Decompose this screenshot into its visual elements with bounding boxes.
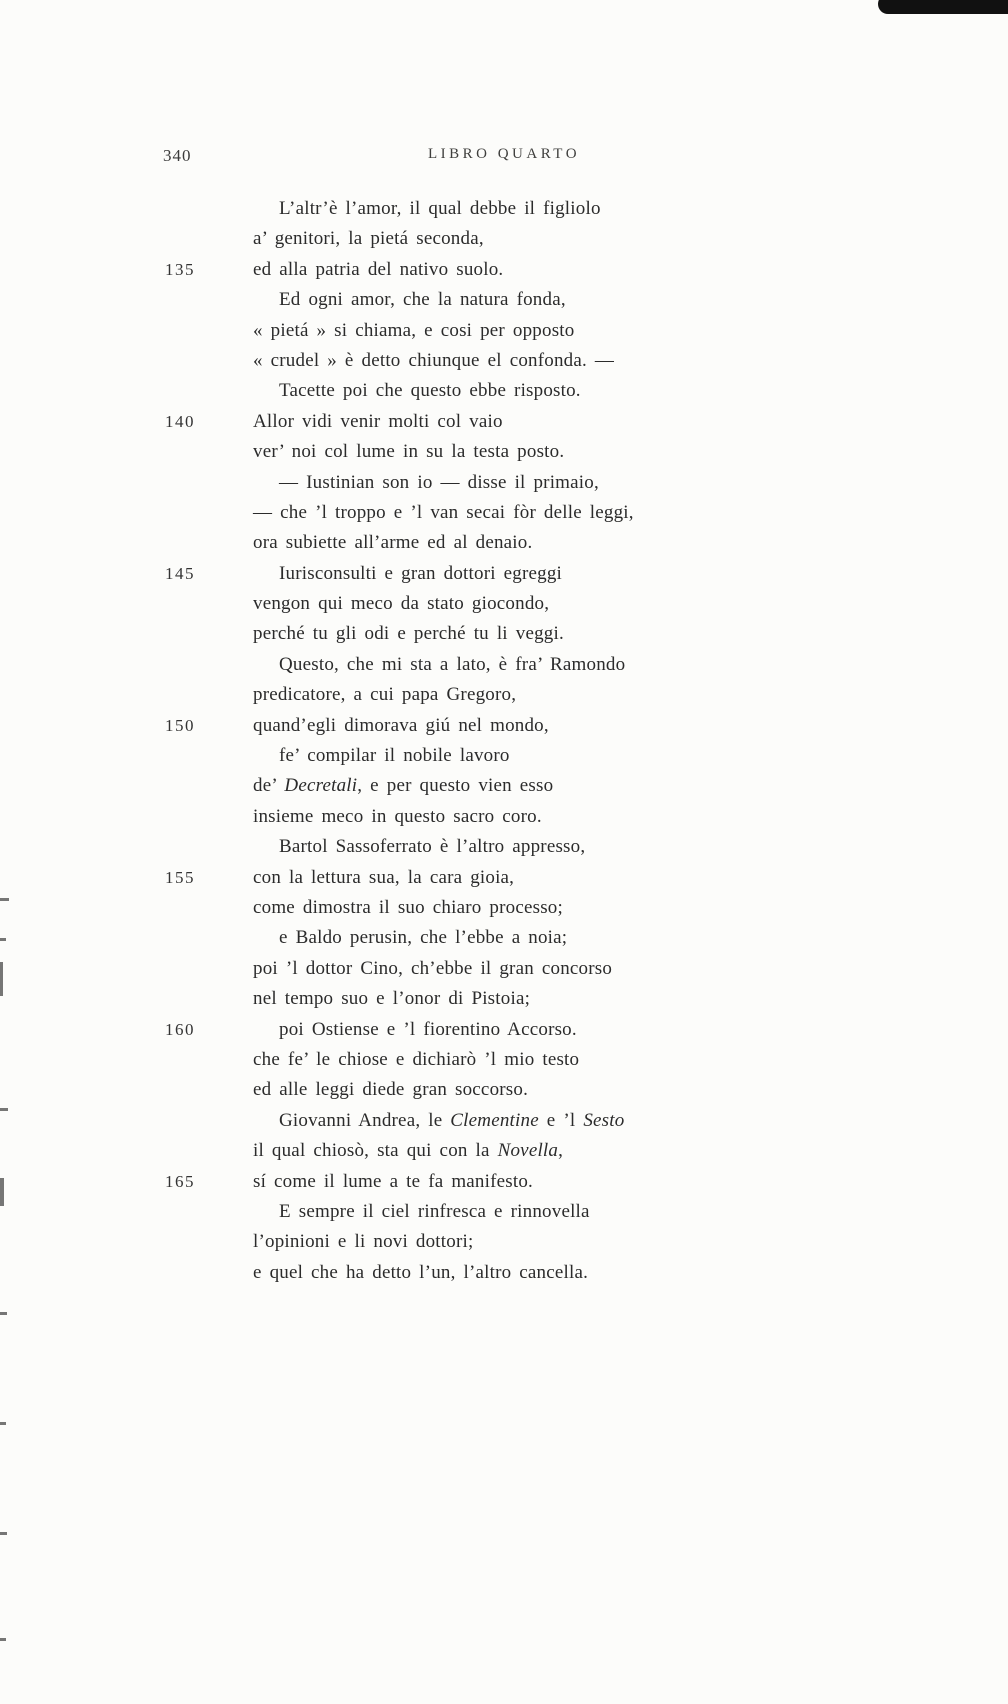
poem-line [0,559,1008,589]
verse-text: nel tempo suo e l’onor di Pistoia; [253,988,531,1010]
page-number: 340 [163,146,192,165]
verse-text: e quel che ha detto l’un, l’altro cancella. [253,1261,589,1283]
poem-line [0,832,1008,862]
scan-artifact-edge-mark [0,1638,6,1641]
line-number: 145 [165,563,195,583]
line-number: 135 [165,259,195,279]
verse-text: Giovanni Andrea, le Clementine e ’l Sesto [279,1109,625,1131]
verse-text: perché tu gli odi e perché tu li veggi. [253,623,564,645]
page-header [0,146,1008,170]
poem-line [0,741,1008,771]
verse-text: Iurisconsulti e gran dottori egreggi [279,562,563,584]
poem-line [0,285,1008,315]
line-number: 155 [165,867,195,887]
verse-text: che fe’ le chiose e dichiarò ’l mio testo [253,1048,580,1070]
poem-line [0,346,1008,376]
verse-text: vengon qui meco da stato giocondo, [253,593,550,615]
line-number: 160 [165,1019,195,1039]
scan-artifact-edge-mark [0,1312,7,1315]
verse-text: e Baldo perusin, che l’ebbe a noia; [279,927,568,949]
verse-text: insieme meco in questo sacro coro. [253,805,542,827]
verse-text: — che ’l troppo e ’l van secai fòr delle leggi, [253,501,634,523]
poem-line [0,863,1008,893]
line-number: 165 [165,1171,195,1191]
poem-line [0,468,1008,498]
poem-line [0,680,1008,710]
poem-line [0,1258,1008,1288]
verse-text: E sempre il ciel rinfresca e rinnovella [279,1200,590,1222]
verse-text: ver’ noi col lume in su la testa posto. [253,441,565,463]
poem-line [0,650,1008,680]
verse-text: ed alla patria del nativo suolo. [253,258,504,280]
verse-text: de’ Decretali, e per questo vien esso [253,775,554,797]
verse-text: L’altr’è l’amor, il qual debbe il figliolo [279,198,601,219]
poem-line [0,954,1008,984]
verse-text: ora subiette all’arme ed al denaio. [253,532,533,554]
verse-text: il qual chiosò, sta qui con la Novella, [253,1140,564,1162]
poem-line [0,1197,1008,1227]
poem-line [0,984,1008,1014]
verse-text: Allor vidi venir molti col vaio [253,410,503,432]
verse-text: Tacette poi che questo ebbe risposto. [279,380,581,402]
poem-line [0,1075,1008,1105]
poem-line [0,437,1008,467]
verse-text: poi Ostiense e ’l fiorentino Accorso. [279,1018,577,1040]
poem-line [0,316,1008,346]
poem-line [0,1167,1008,1197]
verse-text: « crudel » è detto chiunque el confonda. — [253,349,615,371]
poem-line [0,1136,1008,1166]
verse-text: ed alle leggi diede gran soccorso. [253,1079,529,1101]
verse-text: come dimostra il suo chiaro processo; [253,896,563,918]
poem-line [0,619,1008,649]
poem-line [0,802,1008,832]
verse-text: fe’ compilar il nobile lavoro [279,745,510,767]
verse-text: quand’egli dimorava giú nel mondo, [253,714,549,736]
poem-line [0,224,1008,254]
poem-line [0,1106,1008,1136]
poem-line [0,528,1008,558]
scan-artifact-corner-blot [878,0,1008,14]
poem-line [0,1045,1008,1075]
verse-text: Ed ogni amor, che la natura fonda, [279,289,566,311]
poem-line [0,771,1008,801]
poem [0,194,1008,1288]
verse-text: Questo, che mi sta a lato, è fra’ Ramondo [279,653,626,675]
poem-line [0,711,1008,741]
verse-text: poi ’l dottor Cino, ch’ebbe il gran concorso [253,957,613,979]
verse-text: sí come il lume a te fa manifesto. [253,1170,533,1192]
scan-artifact-edge-mark [0,1422,6,1425]
line-number: 140 [165,411,195,431]
poem-line [0,376,1008,406]
scan-artifact-edge-mark [0,1532,7,1535]
verse-text: « pietá » si chiama, e cosi per opposto [253,319,575,341]
poem-line [0,1227,1008,1257]
verse-text: a’ genitori, la pietá seconda, [253,228,484,250]
poem-line [0,893,1008,923]
poem-line [0,1015,1008,1045]
poem-line [0,923,1008,953]
poem-line [0,255,1008,285]
verse-text: l’opinioni e li novi dottori; [253,1231,474,1253]
poem-line [0,589,1008,619]
verse-text: con la lettura sua, la cara gioia, [253,866,515,888]
verse-text: predicatore, a cui papa Gregoro, [253,684,517,706]
verse-text: Bartol Sassoferrato è l’altro appresso, [279,836,586,858]
running-title: LIBRO QUARTO [427,146,581,162]
verse-text: — Iustinian son io — disse il primaio, [279,471,599,493]
poem-line [0,498,1008,528]
line-number: 150 [165,715,195,735]
poem-line [0,407,1008,437]
poem-line [0,194,1008,224]
